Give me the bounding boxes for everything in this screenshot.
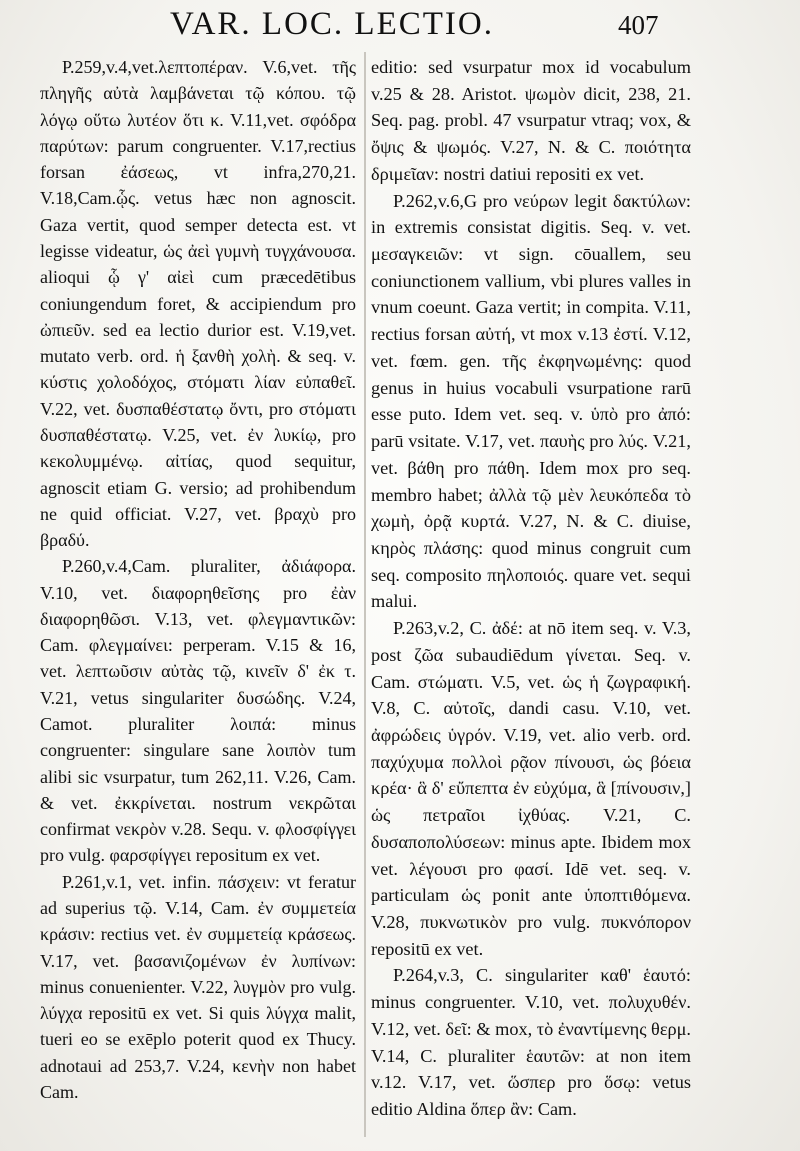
entry-continuation: editio: sed vsurpatur mox id vocabulum v.25 & 28. Aristot. ψωμὸν dicit, 238, 21. Seq. pag. probl. 47 vsurpatur vtraq; vox, & ὄψις & ψωμός. V.27, N. & C. ποιότητα δριμεῖαν: nostri datiui repositi ex vet. (371, 57, 691, 184)
entry-p260: P.260,v.4,Cam. pluraliter, ἀδιάφορα. V.10, vet. διαφορηθεῖσης pro ἐὰν διαφορηθῶσι. V.13, vet. φλεγμαντικῶν: Cam. φλεγμαίνει: perperam. V.15 & 16, vet. λεπτωῦσιν αὐτὰς τῷ, κινεῖν δ' ἐκ τ. V.21, vetus singulariter δυσώδης. V.24, Camot. pluraliter λοιπά: minus congruenter: singulare sane λοιπὸν tum alibi sic vsurpatur, tum 262,11. V.26, Cam. & vet. ἐκκρίνεται. nostrum νεκρῶται confirmat νεκρὸν v.28. Sequ. v. φλοσφίγγει pro vulg. φαρσφίγγει repositum ex vet. (40, 556, 356, 866)
entry-p264: P.264,v.3, C. singulariter καθ' ἑαυτό: minus congruenter. V.10, vet. πολυχυθέν. V.12, vet. δεῖ: & mox, τὸ ἐναντίμενης θερμ. V.14, C. pluraliter ἑαυτῶν: at non item v.12. V.17, vet. ὥσπερ pro ὅσῳ: vetus editio Aldina ὅπερ ἂν: Cam. (371, 965, 691, 1120)
page-header (0, 6, 800, 50)
entry-p263: P.263,v.2, C. ἀδέ: at nō item seq. v. V.3, post ζῶα subaudiēdum γίνεται. Seq. v. Cam. στώματι. V.5, vet. ὡς ἡ ζωγραφική. V.8, C. αὐτοῖς, dandi casu. V.10, vet. ἀφρώδεις ὑγρόν. V.19, vet. alio verb. ord. παχύχυμα πολλοὶ ρᾷον πίνουσι, ὡς βόεια κρέα· ἃ δ' εὔπεπτα ἐν εὐχύμα, ἃ [πίνουσιν,] ὡς πετραῖοι ἰχθύας. V.21, C. δυσαποπολύσεων: minus apte. Ibidem mox vet. λέγουσι pro φασί. Idē vet. seq. v. particulam ὡς ponit ante ὑποπτιθόμενα. V.28, πυκνωτικὸν pro vulg. πυκνόπορον repositū ex vet. (371, 618, 691, 959)
right-column (371, 54, 691, 1123)
page-number: 407 (618, 10, 659, 40)
left-column (40, 54, 356, 1105)
entry-p261: P.261,v.1, vet. infin. πάσχειν: vt feratur ad superius τῷ. V.14, Cam. ἐν συμμετεία κράσιν: rectius vet. ἐν συμμετείᾳ κράσεως. V.17, vet. βασανιζομένων ἐν λυπίνων: minus conuenienter. V.22, λυγμὸν pro vulg. λύγχα repositū ex vet. Si quis λύγχα malit, tueri eo se exēplo poterit quod ex Thucy. adnotaui ad 253,7. V.24, κενὴν non habet Cam. (40, 871, 356, 1102)
entry-p262: P.262,v.6,G pro νεύρων legit δακτύλων: in extremis consistat digitis. Seq. v. vet. μεσαγκειῶν: vt sign. cōuallem, seu coniunctionem vallium, vbi plures valles in vnum coeunt. Gaza vertit; in compita. V.11, rectius forsan αὐτή, vt mox v.13 ἐστί. V.12, vet. fœm. gen. τῆς ἐκφηνωμένης: quod genus in huius vocabuli vsurpatione rarū esse puto. Idem vet. seq. v. ὑπὸ pro ἀπό: parū vsitate. V.17, vet. παυὴς pro λύς. V.21, vet. βάθη pro πάθη. Idem mox pro seq. membro habet; ἀλλὰ τῷ μὲν λευκόπεδα τὸ χωμὴ, ὀρᾷ κυρτά. V.27, N. & C. diuise, κηρὸς πλάσης: quod minus congruit cum seq. composito πηλοποιός. quare vet. sequi malui. (371, 190, 691, 612)
running-head: VAR. LOC. LECTIO. (170, 6, 494, 42)
entry-p259: P.259,v.4,vet.λεπτοπέραν. V.6,vet. τῆς πληγῆς αὐτὰ λαμβάνεται τῷ κόπου. τῷ λόγῳ οὕτω λυτέον ὅτι κ. V.11,vet. σφόδρα παρύτων: parum congruenter. V.17,rectius forsan ἐάσεως, vt infra,270,21. V.18,Cam.ᾧς. vetus hæc non agnoscit. Gaza vertit, quod semper detecta est. vt legisse videatur, ὡς ἀεὶ γυμνὴ τυγχάνουσα. alioqui ᾧ γ' αἰεὶ cum præcedētibus coniungendum foret, & accipiendum pro ὠπιεῦν. sed ea lectio durior est. V.19,vet. mutato verb. ord. ἡ ξανθὴ χολὴ. & seq. v. κύστις χολοδόχος, στόματι λίαν εὐπαθεῖ. V.22, vet. δυσπαθέστατῳ ὄντι, pro στόματι δυσπαθέστατῳ. V.25, vet. ἐν λυκίῳ, pro κεκολυμμένῳ. αἰτίας, quod sequitur, agnoscit etiam G. versio; ad prohibendum ne quid officiat. V.27, vet. βραχὺ pro βραδύ. (40, 57, 356, 551)
column-divider (364, 52, 366, 1137)
